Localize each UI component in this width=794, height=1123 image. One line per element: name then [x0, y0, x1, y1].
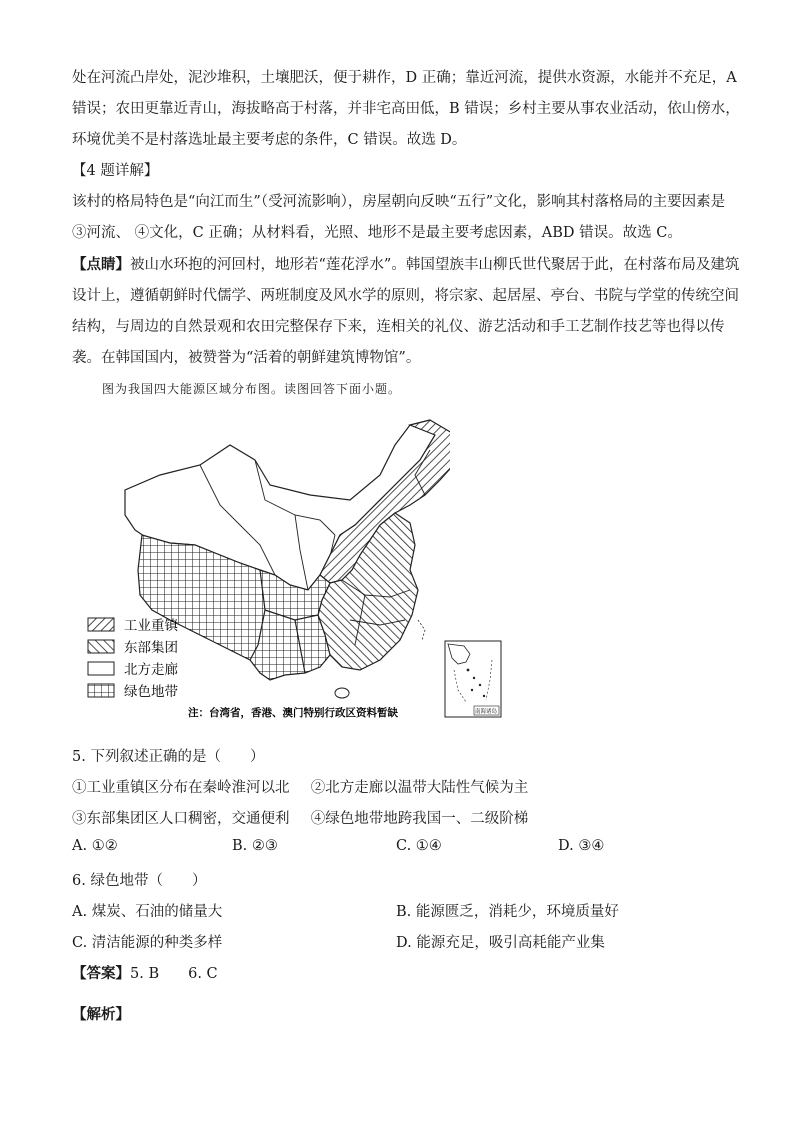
highlight-line-4: 袭。在韩国国内，被赞誉为“活着的朝鲜建筑博物馆”。: [72, 350, 421, 366]
question-4-heading: 【4 题详解】: [72, 163, 159, 179]
statement-4: ④绿色地带地跨我国一、二级阶梯: [310, 811, 529, 827]
analysis-label: 【解析】: [72, 1006, 130, 1023]
highlight-line-2: 设计上，遵循朝鲜时代儒学、两班制度及风水学的原则，将宗家、起居屋、亭台、书院与学堂的传统空间: [72, 288, 739, 304]
q5-option-a[interactable]: A. ①②: [72, 838, 118, 854]
south-china-sea-inset-box: [444, 640, 502, 718]
question-5-stem: 5. 下列叙述正确的是（ ）: [72, 749, 265, 765]
highlight-label: 【点睛】: [72, 256, 130, 273]
highlight-line-1: [72, 253, 739, 274]
q6-option-a[interactable]: A. 煤炭、石油的储量大: [72, 904, 223, 920]
explanation-3-line-2: 错误；农田更靠近青山，海拔略高于村落，并非宅高田低，B 错误；乡村主要从事农业活动，依山傍水，: [72, 101, 740, 117]
q6-option-c[interactable]: C. 清洁能源的种类多样: [72, 935, 223, 951]
map-legend: [88, 617, 179, 700]
map-caption: 图为我国四大能源区域分布图。读图回答下面小题。: [102, 382, 402, 396]
explanation-4-line-2: ③河流、 ④文化，C 正确；从材料看，光照、地形不是最主要考虑因素，ABD 错误。故选 C。: [72, 225, 682, 241]
q6-option-b[interactable]: B. 能源匮乏，消耗少，环境质量好: [396, 904, 619, 920]
statement-1: ①工业重镇区分布在秦岭淮河以北: [72, 780, 290, 796]
explanation-4-line-1: 该村的格局特色是“向江而生”（受河流影响），房屋朝向反映“五行”文化，影响其村落格局的主要因素是: [72, 194, 726, 210]
inset-label: 南海诸岛: [475, 709, 498, 715]
legend-label-north: 北方走廊: [124, 662, 178, 678]
statement-3: ③东部集团区人口稠密，交通便利: [72, 811, 290, 827]
question-5-statements-row-1: [72, 776, 528, 797]
q5-option-c[interactable]: C. ①④: [396, 838, 442, 854]
legend-label-eastern: 东部集团: [124, 640, 178, 656]
explanation-3-line-1: 处在河流凸岸处，泥沙堆积，土壤肥沃，便于耕作，D 正确；靠近河流，提供水资源，水能并不充足，A: [72, 70, 737, 86]
q5-option-b[interactable]: B. ②③: [232, 838, 278, 854]
statement-2: ②北方走廊以温带大陆性气候为主: [310, 780, 529, 796]
hainan-island: [335, 688, 349, 698]
answer-value: 5. B 6. C: [130, 966, 218, 982]
question-6-stem: 6. 绿色地带（ ）: [72, 873, 207, 889]
explanation-3-line-3: 环境优美不是村落选址最主要考虑的条件，C 错误。故选 D。: [72, 132, 467, 148]
q6-option-d[interactable]: D. 能源充足，吸引高耗能产业集: [396, 935, 605, 951]
q5-option-d[interactable]: D. ③④: [558, 838, 605, 854]
question-5-statements-row-2: [72, 807, 528, 828]
legend-label-green: 绿色地带: [124, 684, 178, 700]
highlight-line-3: 结构，与周边的自然景观和农田完整保存下来，连相关的礼仪、游艺活动和手工艺制作技艺等也得以传: [72, 319, 725, 335]
answer-label: 【答案】: [72, 965, 130, 982]
answer-line: [72, 962, 218, 983]
map-note: 注：台湾省，香港、澳门特别行政区资料暂缺: [188, 707, 398, 719]
legend-label-industrial: 工业重镇: [124, 618, 178, 634]
energy-region-map: [80, 405, 450, 725]
highlight-text-1: 被山水环抱的河回村，地形若“莲花浮水”。韩国望族丰山柳氏世代聚居于此，在村落布局及建筑: [130, 257, 740, 273]
